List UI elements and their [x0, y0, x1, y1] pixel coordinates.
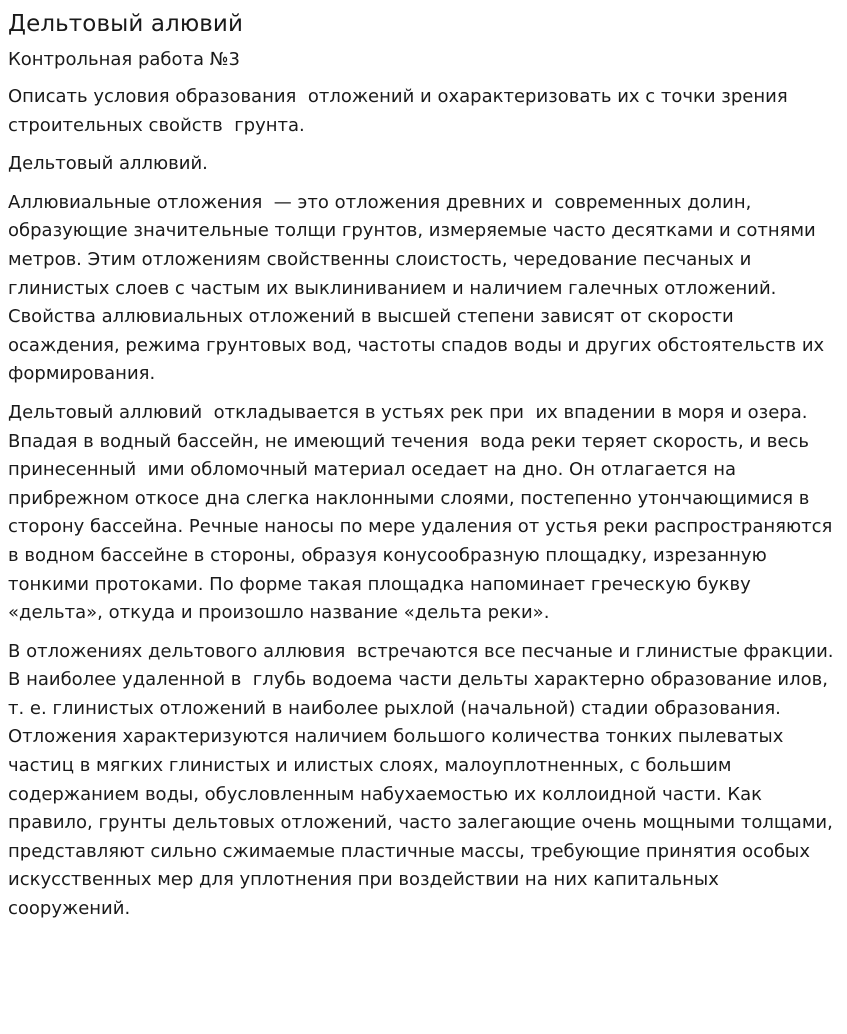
paragraph-alluvial-deposits: Аллювиальные отложения — это отложения древних и современных долин, образующие значительные толщи грунтов, измеряемые часто десятками и сотнями метров. Этим отложениям свойственны слоистость, чередование песчаных и глинистых слоев с частым их выклиниванием и наличием галечных отложений. Свойства аллювиальных отложений в высшей степени зависят от скорости осаждения, режима грунтовых вод, частоты спадов воды и других обстоятельств их формирования. [8, 191, 830, 385]
document-subtitle: Контрольная работа №3 [8, 49, 240, 70]
paragraph-task: Описать условия образования отложений и охарактеризовать их с точки зрения строительных свойств грунта. [8, 86, 794, 136]
paragraph-heading: Дельтовый аллювий. [8, 153, 208, 175]
paragraph-delta-properties: В отложениях дельтового аллювия встречаются все песчаные и глинистые фракции. В наиболее удаленной в глубь водоема части дельты характерно образование илов, т. е. глинистых отложений в наиболее рыхлой (начальной) стадии образования. Отложения характеризуются наличием большого количества тонких пылеватых частиц в мягких глинистых и илистых слоях, малоуплотненных, с большим содержанием воды, обусловленным набухаемостью их коллоидной части. Как правило, грунты дельтовых отложений, часто залегающие очень мощными толщами, представляют сильно сжимаемые пластичные массы, требующие принятия особых искусственных мер для уплотнения при воздействии на них капитальных сооружений. [8, 640, 840, 920]
paragraph-delta-alluvium: Дельтовый аллювий откладывается в устьях рек при их впадении в моря и озера. Впадая в водный бассейн, не имеющий течения вода реки теряет скорость, и весь принесенный ими обломочный материал оседает на дно. Он отлагается на прибрежном откосе дна слегка наклонными слоями, постепенно утончающимися в сторону бассейна. Речные наносы по мере удаления от устья реки распространяются в водном бассейне в стороны, образуя конусообразную площадку, изрезанную тонкими протоками. По форме такая площадка напоминает греческую букву «дельта», откуда и произошло название «дельта реки». [8, 401, 839, 624]
document-title: Дельтовый алювий [8, 11, 244, 37]
